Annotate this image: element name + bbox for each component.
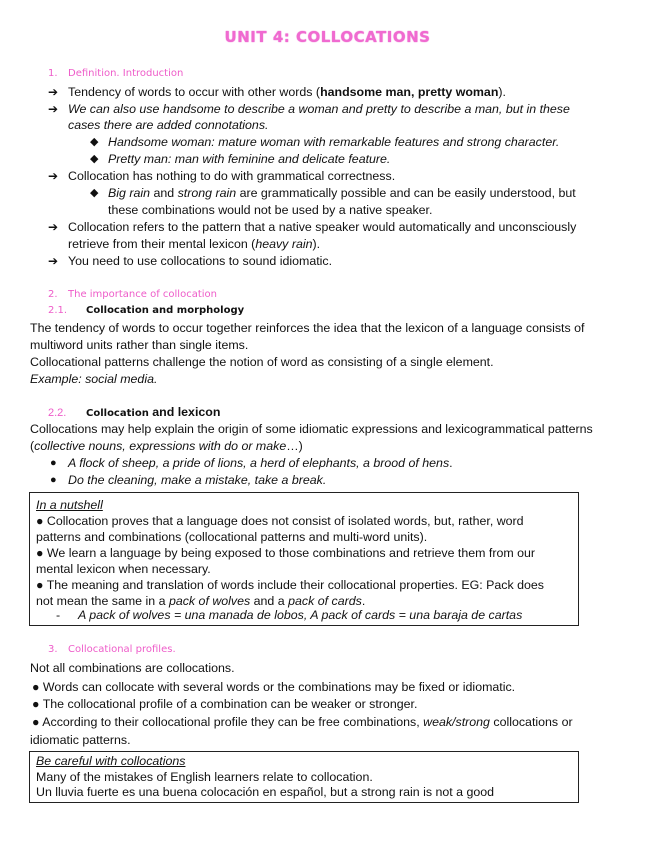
s2-example: Example: social media. — [30, 372, 158, 386]
s1-sub-3-line-2: these combinations would not be used by a native speaker. — [108, 203, 433, 217]
s1-bullet-2-line-1: We can also use handsome to describe a woman and pretty to describe a man, but in these — [68, 102, 570, 116]
nutshell-line-2: patterns and combinations (collocational patterns and multi-word units). — [36, 530, 428, 544]
s1-sub-1: Handsome woman: mature woman with remarkable features and strong character. — [108, 135, 560, 149]
careful-line-2: Un lluvia fuerte es una buena colocación en español, but a strong rain is not a good — [36, 785, 495, 799]
nutshell-title: In a nutshell — [36, 498, 103, 512]
section-1-number: 1. — [48, 68, 58, 79]
nutshell-line-5: ● The meaning and translation of words include their collocational properties. EG: Pack does — [36, 578, 544, 592]
section-2-2-heading — [48, 404, 220, 422]
section-2-1-number: 2.1. — [48, 305, 68, 316]
s2-para-1-line-1: The tendency of words to occur together reinforces the idea that the lexicon of a language consists of — [30, 321, 585, 335]
s1-bullet-1: Tendency of words to occur with other words (handsome man, pretty woman). — [68, 85, 506, 99]
section-1-title: Definition. Introduction — [68, 68, 184, 79]
s3-para-1: Not all combinations are collocations. — [30, 661, 235, 675]
section-3-title: Collocational profiles. — [68, 644, 176, 655]
s1-bullet-4-line-1: Collocation refers to the pattern that a native speaker would automatically and unconsciously — [68, 220, 577, 234]
nutshell-line-6: not mean the same in a pack of wolves and a pack of cards. — [36, 594, 366, 608]
s1-bullet-4-line-2: retrieve from their mental lexicon (heavy rain). — [68, 237, 321, 251]
s2-example-2: Do the cleaning, make a mistake, take a break. — [68, 473, 327, 487]
s2-para-4-line-1: Collocations may help explain the origin of some idiomatic expressions and lexicogrammatical patterns — [30, 422, 593, 436]
s3-bullet-2: ● The collocational profile of a combination can be weaker or stronger. — [32, 697, 418, 711]
section-2-1-title: Collocation and morphology — [86, 305, 245, 316]
s2-para-1-line-2: multiword units rather than single items. — [30, 338, 249, 352]
s2-para-4-line-2: (collective nouns, expressions with do or make…) — [30, 439, 303, 453]
nutshell-line-4: mental lexicon when necessary. — [36, 562, 211, 576]
careful-title: Be careful with collocations — [36, 754, 186, 768]
section-2-2-title-hand: Collocation — [86, 408, 149, 419]
section-2-2-title-rest: and lexicon — [148, 405, 221, 419]
nutshell-line-3: ● We learn a language by being exposed to those combinations and retrieve them from our — [36, 546, 536, 560]
section-2-heading — [48, 289, 217, 300]
s3-bullet-3-line-1: ● According to their collocational profile they can be free combinations, weak/strong collocations or — [32, 715, 573, 729]
page-title: UNIT 4: COLLOCATIONS — [224, 28, 431, 46]
careful-box — [29, 751, 579, 803]
s1-bullet-3: Collocation has nothing to do with grammatical correctness. — [68, 169, 396, 183]
s1-sub-2: Pretty man: man with feminine and delicate feature. — [108, 152, 391, 166]
nutshell-box — [29, 492, 579, 626]
arrow-icon: ➔ — [48, 169, 59, 183]
section-1-heading — [48, 68, 183, 79]
arrow-icon: ➔ — [48, 85, 59, 99]
s3-bullet-3-line-2: idiomatic patterns. — [30, 733, 131, 747]
diamond-icon: ◆ — [90, 187, 99, 199]
s1-bullet-2-line-2: cases there are added connotations. — [68, 118, 269, 132]
arrow-icon: ➔ — [48, 254, 59, 268]
section-3-heading — [48, 644, 176, 655]
s2-para-2: Collocational patterns challenge the notion of word as consisting of a single element. — [30, 355, 494, 369]
bullet-icon: ● — [50, 474, 57, 486]
section-2-2-number: 2.2. — [48, 407, 67, 419]
diamond-icon: ◆ — [90, 153, 99, 165]
section-3-number: 3. — [48, 644, 58, 655]
section-2-number: 2. — [48, 289, 58, 300]
section-2-1-heading — [48, 305, 244, 316]
s3-bullet-1: ● Words can collocate with several words or the combinations may be fixed or idiomatic. — [32, 680, 516, 694]
careful-line-1: Many of the mistakes of English learners relate to collocation. — [36, 770, 373, 784]
s1-bullet-5: You need to use collocations to sound idiomatic. — [68, 254, 333, 268]
nutshell-line-7: A pack of wolves = una manada de lobos, A pack of cards = una baraja de cartas — [78, 608, 523, 622]
section-2-title: The importance of collocation — [68, 289, 217, 300]
dash-marker: - — [56, 608, 61, 622]
s1-sub-3-line-1: Big rain and strong rain are grammatically possible and can be easily understood, but — [108, 186, 576, 200]
arrow-icon: ➔ — [48, 102, 59, 116]
arrow-icon: ➔ — [48, 220, 59, 234]
bullet-icon: ● — [50, 457, 57, 469]
s2-example-1: A flock of sheep, a pride of lions, a herd of elephants, a brood of hens. — [68, 456, 453, 470]
diamond-icon: ◆ — [90, 136, 99, 148]
nutshell-line-1: ● Collocation proves that a language does not consist of isolated words, but, rather, word — [36, 514, 524, 528]
